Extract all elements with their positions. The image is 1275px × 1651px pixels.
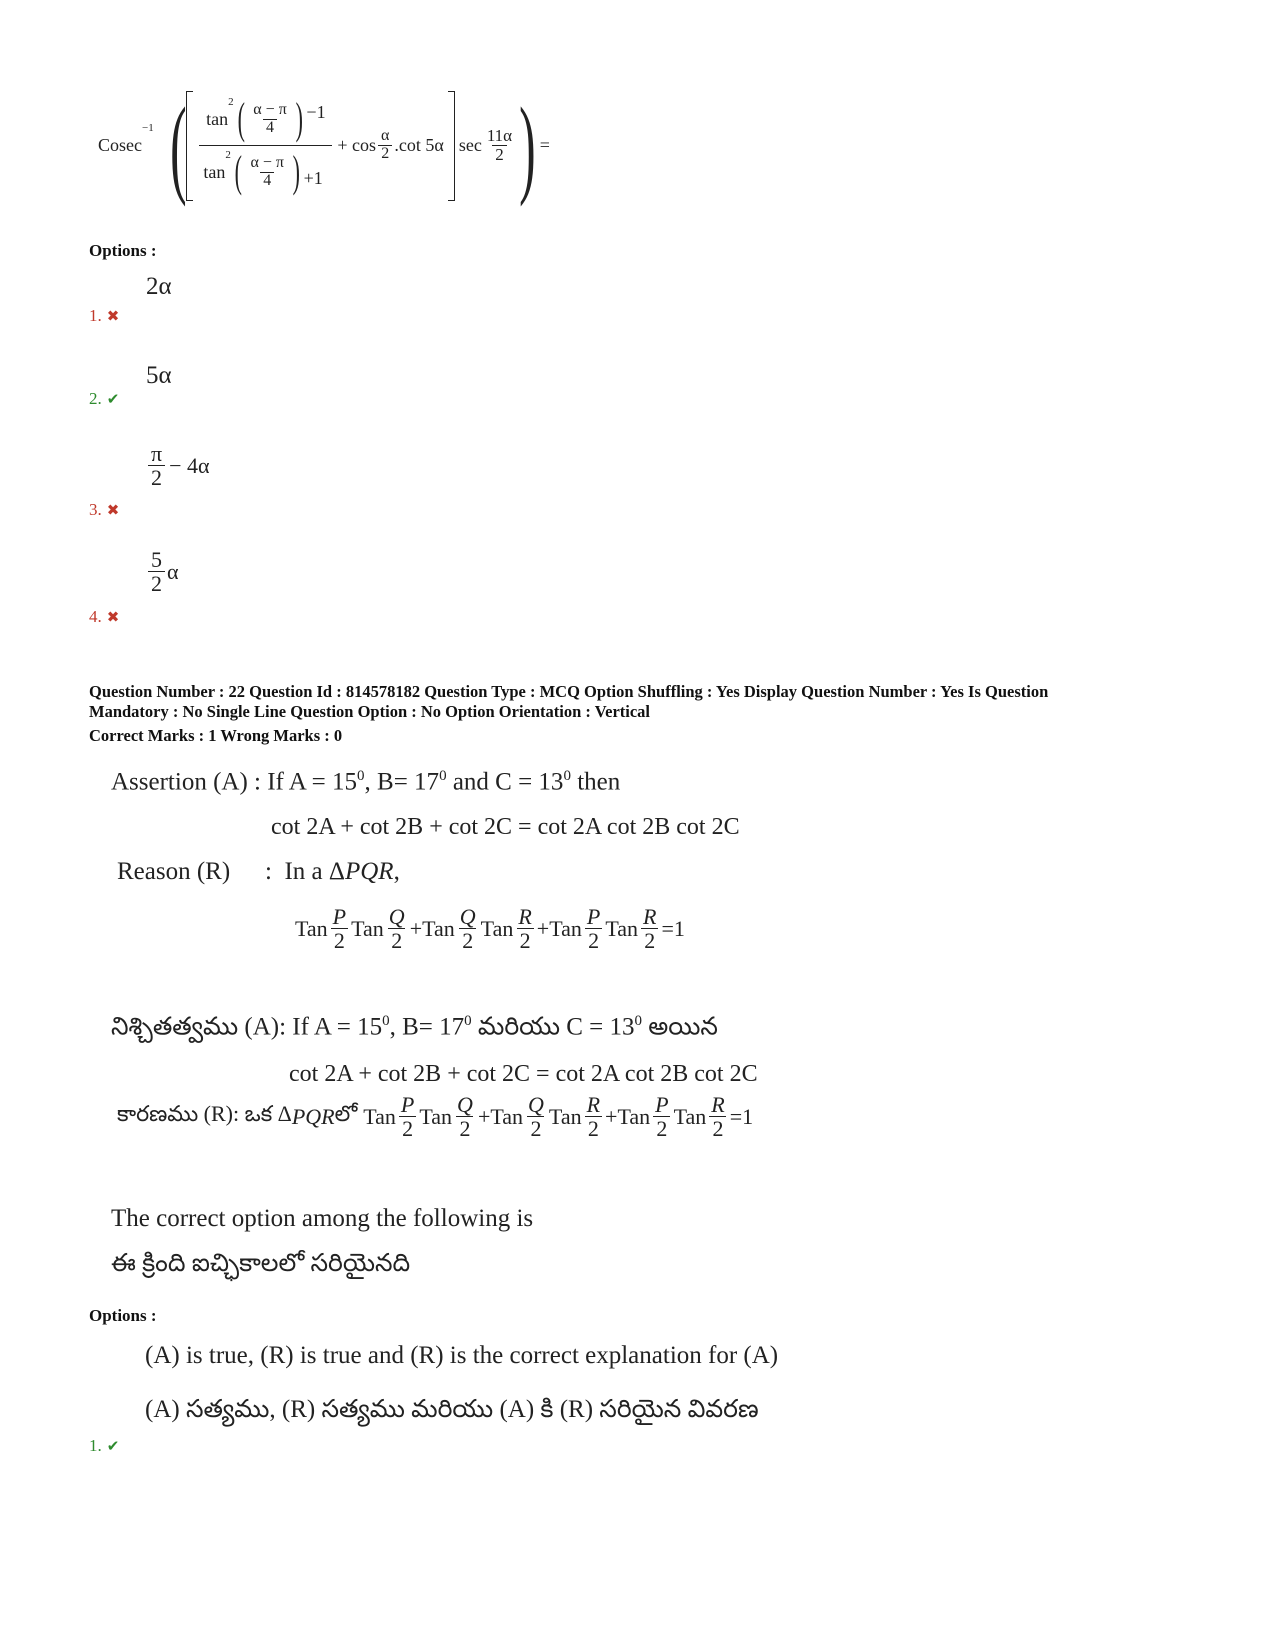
q21-option-1-value: 2α	[146, 273, 172, 300]
q21-option-4-value: $\frac{5}{2}$ α	[146, 548, 179, 595]
meta-line-2: Mandatory : No Single Line Question Option : No Option Orientation : Vertical	[89, 702, 651, 721]
te-correct-option-prompt: ఈ క్రింది ఐచ్ఛికాలలో సరియైనది	[111, 1250, 411, 1277]
close-bracket	[448, 91, 455, 201]
cross-icon: ✖	[106, 307, 120, 325]
q21-options-label: Options :	[89, 241, 157, 260]
cross-icon: ✖	[106, 501, 120, 519]
plus-cos: + cos	[337, 135, 377, 155]
option-number: 1.	[89, 1436, 102, 1455]
cosec-exponent: −1	[142, 122, 154, 134]
reason-text: : In a ΔPQR,	[265, 858, 400, 885]
te-reason-line: కారణము (R): ఒక Δ PQR లో Tan $\frac{P}{2}$ Tan $\frac{Q}{2}$ + Tan $\frac{Q}{2}$ Tan $\frac{R}{2}$ + Tan $\frac{P}{2}$ Tan $\frac{R}{2}$ =1	[117, 1092, 754, 1142]
check-icon: ✔	[106, 390, 120, 408]
assertion-line: Assertion (A) : If $A = 15^0$, $B= 17^0$ and $C = 13^0$ then	[111, 768, 621, 796]
cot-term: .cot 5α	[394, 135, 444, 155]
meta-line-1: Question Number : 22 Question Id : 814578182 Question Type : MCQ Option Shuffling : Yes Display Question Number : Yes Is Question	[89, 682, 1049, 701]
q21-option-3[interactable]	[89, 500, 119, 520]
reason-label: Reason (R)	[117, 858, 231, 885]
option-number: 2.	[89, 389, 102, 408]
q22-meta	[89, 682, 1209, 746]
correct-option-prompt: The correct option among the following is	[111, 1205, 534, 1232]
q22-option-1[interactable]	[89, 1436, 119, 1456]
te-assertion-line: నిశ్చితత్వము (A): If $A = 15^0$, $B= 17^0$ మరియు $C = 13^0$ అయిన	[111, 1013, 718, 1041]
tan-denominator: tan	[203, 161, 226, 182]
option-number: 1.	[89, 306, 102, 325]
cross-icon: ✖	[106, 608, 120, 626]
reason-identity: Tan $\frac{P}{2}$ Tan $\frac{Q}{2}$ + Tan $\frac{Q}{2}$ Tan $\frac{R}{2}$ + Tan $\frac{P}{2}$ Tan $\frac{R}{2}$ =1	[295, 904, 685, 954]
sec-func: sec	[458, 135, 482, 155]
q21-option-2-value: 5α	[146, 362, 172, 389]
marks-line: Correct Marks : 1 Wrong Marks : 0	[89, 726, 343, 745]
q21-expression	[98, 84, 550, 207]
sec-fraction: $\frac{11\alpha}{2}$	[486, 126, 513, 164]
q22-option-1-text-te: (A) సత్యము, (R) సత్యము మరియు (A) కి (R) సరియైన వివరణ	[145, 1396, 759, 1423]
outer-close-paren: )	[519, 84, 536, 207]
outer-open-paren: (	[169, 84, 187, 207]
big-fraction: tan 2 ( $\frac{\alpha - \pi}{4}$ ) −1 tan 2 ( $\frac{\alpha - \pi}{4}$ ) +1	[199, 97, 332, 194]
q21-option-4[interactable]	[89, 607, 119, 627]
tan-numerator: tan	[206, 108, 229, 129]
q22-option-1-text-en: (A) is true, (R) is true and (R) is the correct explanation for (A)	[145, 1342, 779, 1369]
option-number: 3.	[89, 500, 102, 519]
q21-option-3-value: $\frac{\pi}{2}$ − 4α	[146, 442, 210, 489]
alpha-half: $\frac{\alpha}{2}$	[378, 128, 392, 163]
equals-sign: =	[539, 135, 550, 155]
option-number: 4.	[89, 607, 102, 626]
te-assertion-equation: cot 2A + cot 2B + cot 2C = cot 2A cot 2B cot 2C	[289, 1061, 758, 1087]
assertion-equation: cot 2A + cot 2B + cot 2C = cot 2A cot 2B cot 2C	[271, 814, 740, 840]
check-icon: ✔	[106, 1437, 120, 1455]
q21-option-2[interactable]	[89, 389, 119, 409]
q21-option-1[interactable]	[89, 306, 119, 326]
cosec-func: Cosec	[98, 135, 142, 155]
open-bracket	[186, 91, 193, 201]
q22-options-label: Options :	[89, 1306, 157, 1325]
